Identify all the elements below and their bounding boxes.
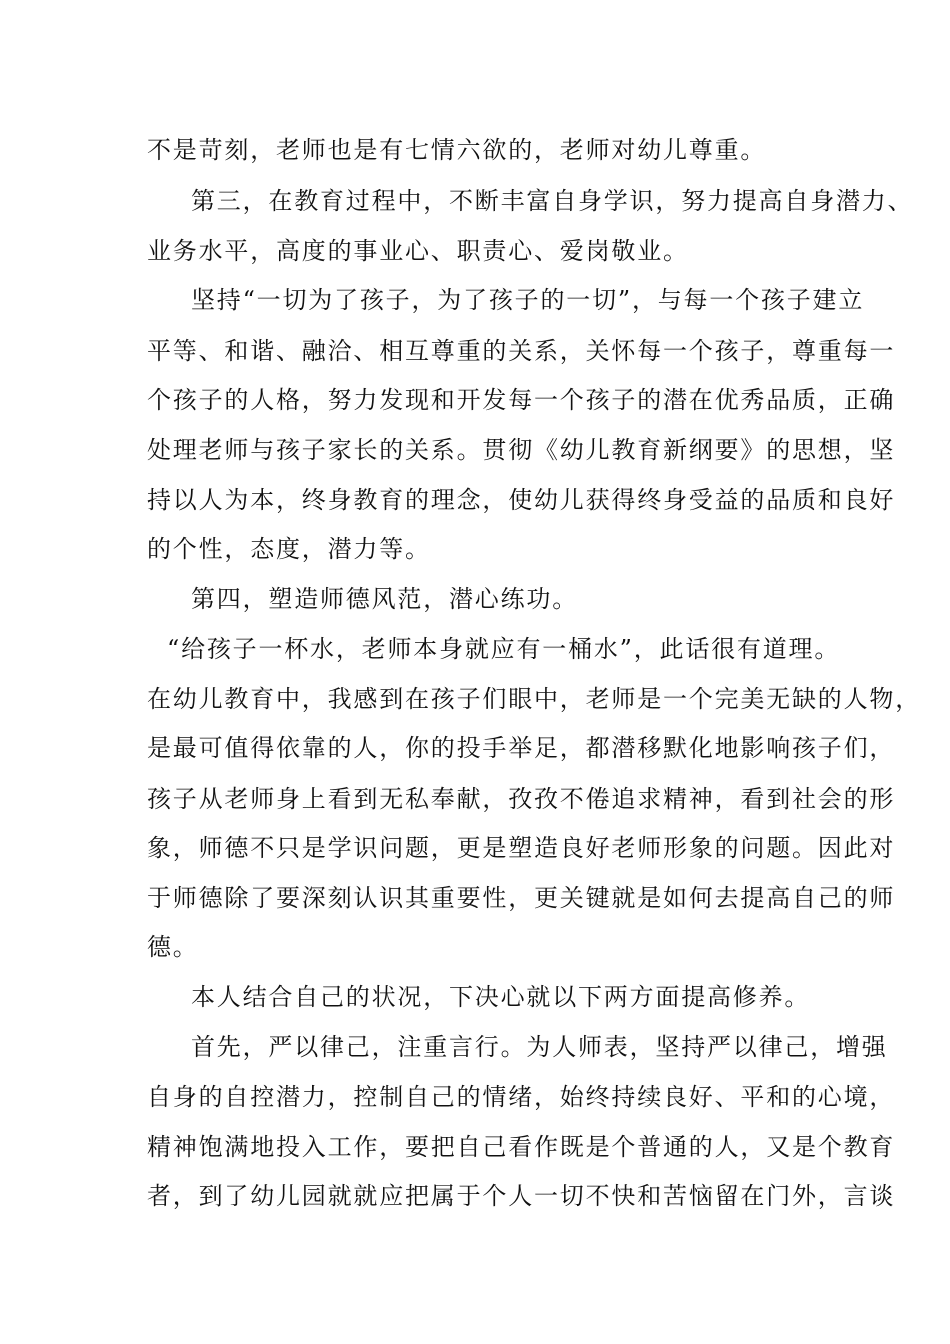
text-line-12: 在幼儿教育中，我感到在孩子们眼中，老师是一个完美无缺的人物，	[147, 685, 921, 713]
text-line-5: 平等、和谐、融洽、相互尊重的关系，关怀每一个孩子，尊重每一	[147, 337, 896, 365]
text-line-15: 象，师德不只是学识问题，更是塑造良好老师形象的问题。因此对	[147, 834, 896, 862]
text-line-20: 自身的自控潜力，控制自己的情绪，始终持续良好、平和的心境，	[147, 1083, 896, 1111]
text-line-14: 孩子从老师身上看到无私奉献，孜孜不倦追求精神，看到社会的形	[147, 785, 896, 813]
text-line-3: 业务水平，高度的事业心、职责心、爱岗敬业。	[147, 237, 689, 265]
text-line-19: 首先，严以律己，注重言行。为人师表，坚持严以律己，增强	[191, 1033, 888, 1061]
text-line-1: 不是苛刻，老师也是有七情六欲的，老师对幼儿尊重。	[147, 136, 767, 164]
text-line-13: 是最可值得依靠的人，你的投手举足，都潜移默化地影响孩子们，	[147, 734, 896, 762]
text-line-6: 个孩子的人格，努力发现和开发每一个孩子的潜在优秀品质，正确	[147, 386, 896, 414]
text-line-4: 坚持“一切为了孩子，为了孩子的一切”，与每一个孩子建立	[191, 286, 865, 314]
text-line-7: 处理老师与孩子家长的关系。贯彻《幼儿教育新纲要》的思想，坚	[147, 436, 896, 464]
text-line-2: 第三，在教育过程中，不断丰富自身学识，努力提高自身潜力、	[191, 187, 914, 215]
text-line-11: “给孩子一杯水，老师本身就应有一桶水”，此话很有道理。	[167, 635, 841, 663]
text-line-21: 精神饱满地投入工作，要把自己看作既是个普通的人，又是个教育	[147, 1133, 896, 1161]
text-line-10: 第四，塑造师德风范，潜心练功。	[191, 585, 578, 613]
text-line-17: 德。	[147, 933, 199, 961]
text-line-16: 于师德除了要深刻认识其重要性，更关键就是如何去提高自己的师	[147, 884, 896, 912]
text-line-8: 持以人为本，终身教育的理念，使幼儿获得终身受益的品质和良好	[147, 486, 896, 514]
text-line-9: 的个性，态度，潜力等。	[147, 535, 431, 563]
text-line-18: 本人结合自己的状况，下决心就以下两方面提高修养。	[191, 983, 811, 1011]
text-line-22: 者，到了幼儿园就就应把属于个人一切不快和苦恼留在门外，言谈	[147, 1182, 896, 1210]
